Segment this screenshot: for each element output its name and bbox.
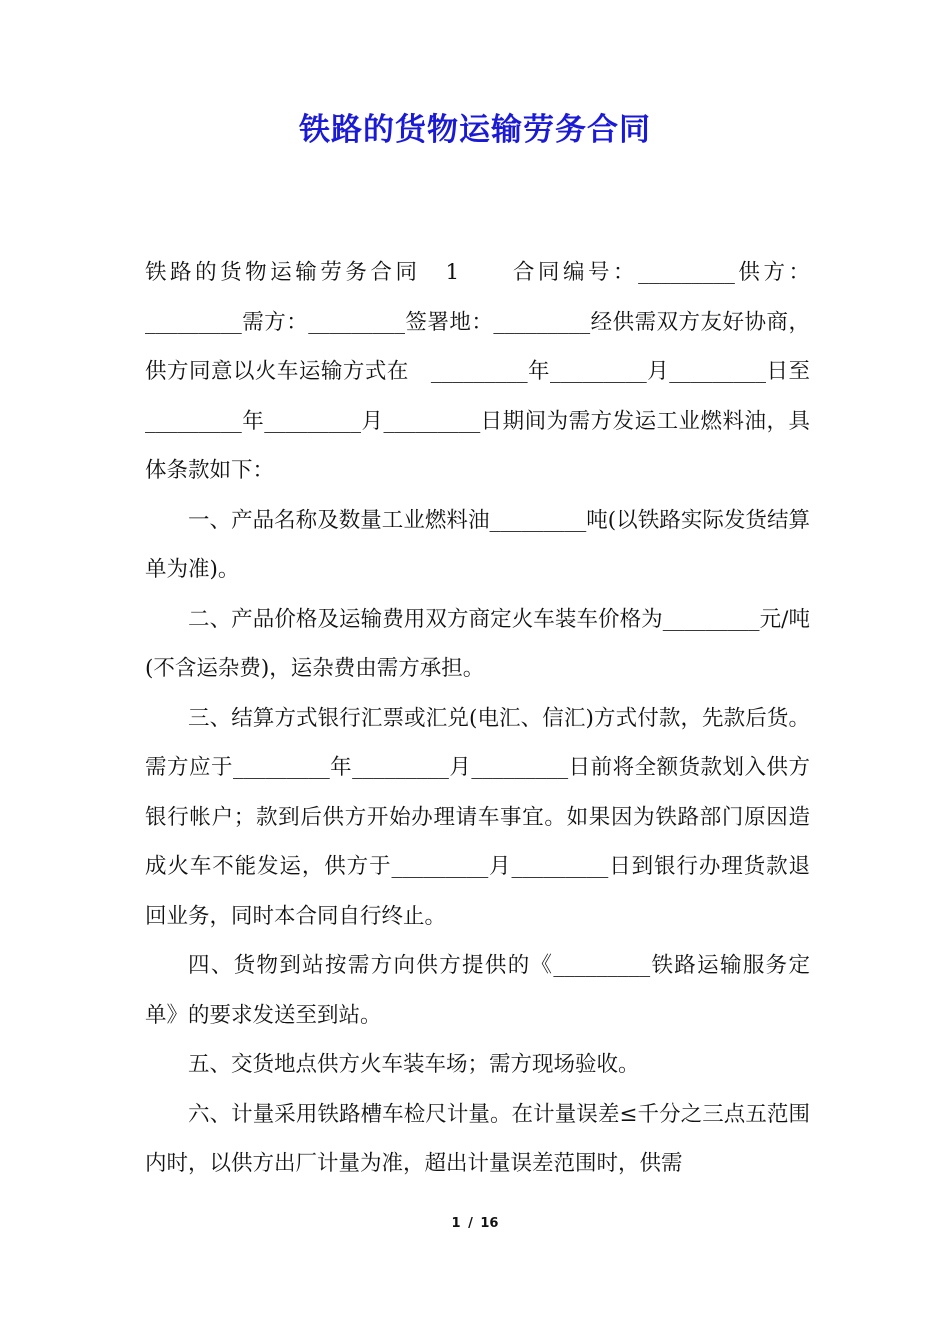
- document-body: [145, 248, 810, 1189]
- clause-1-product-quantity: 一、产品名称及数量工业燃料油_________吨(以铁路实际发货结算单为准)。: [145, 507, 810, 582]
- clause-3-settlement: 三、结算方式银行汇票或汇兑(电汇、信汇)方式付款，先款后货。需方应于_________年_________月_________日前将全额货款划入供方银行帐户；款到后供方开始办理请车事宜。如果因为铁路部门原因造成火车不能发运，供方于_________月_________日到银行办理货款退回业务，同时本合同自行终止。: [145, 705, 810, 929]
- contract-intro-paragraph: 铁路的货物运输劳务合同 1 合同编号：_________供方：_________需方：_________签署地：_________经供需双方友好协商，供方同意以火车运输方式在 _________年_________月_________日至_________年_________月_________日期间为需方发运工业燃料油，具体条款如下：: [145, 260, 810, 483]
- clause-6-measurement: 六、计量采用铁路槽车检尺计量。在计量误差≤千分之三点五范围内时，以供方出厂计量为准，超出计量误差范围时，供需: [145, 1101, 810, 1176]
- clause-2-price-freight: 二、产品价格及运输费用双方商定火车装车价格为_________元/吨(不含运杂费)，运杂费由需方承担。: [145, 606, 810, 681]
- clause-5-delivery-location: 五、交货地点供方火车装车场；需方现场验收。: [188, 1052, 640, 1077]
- document-title: 铁路的货物运输劳务合同: [299, 111, 651, 148]
- clause-4-destination: 四、货物到站按需方向供方提供的《_________铁路运输服务定单》的要求发送至到站。: [145, 953, 810, 1028]
- page-number: 1 / 16: [451, 1216, 499, 1231]
